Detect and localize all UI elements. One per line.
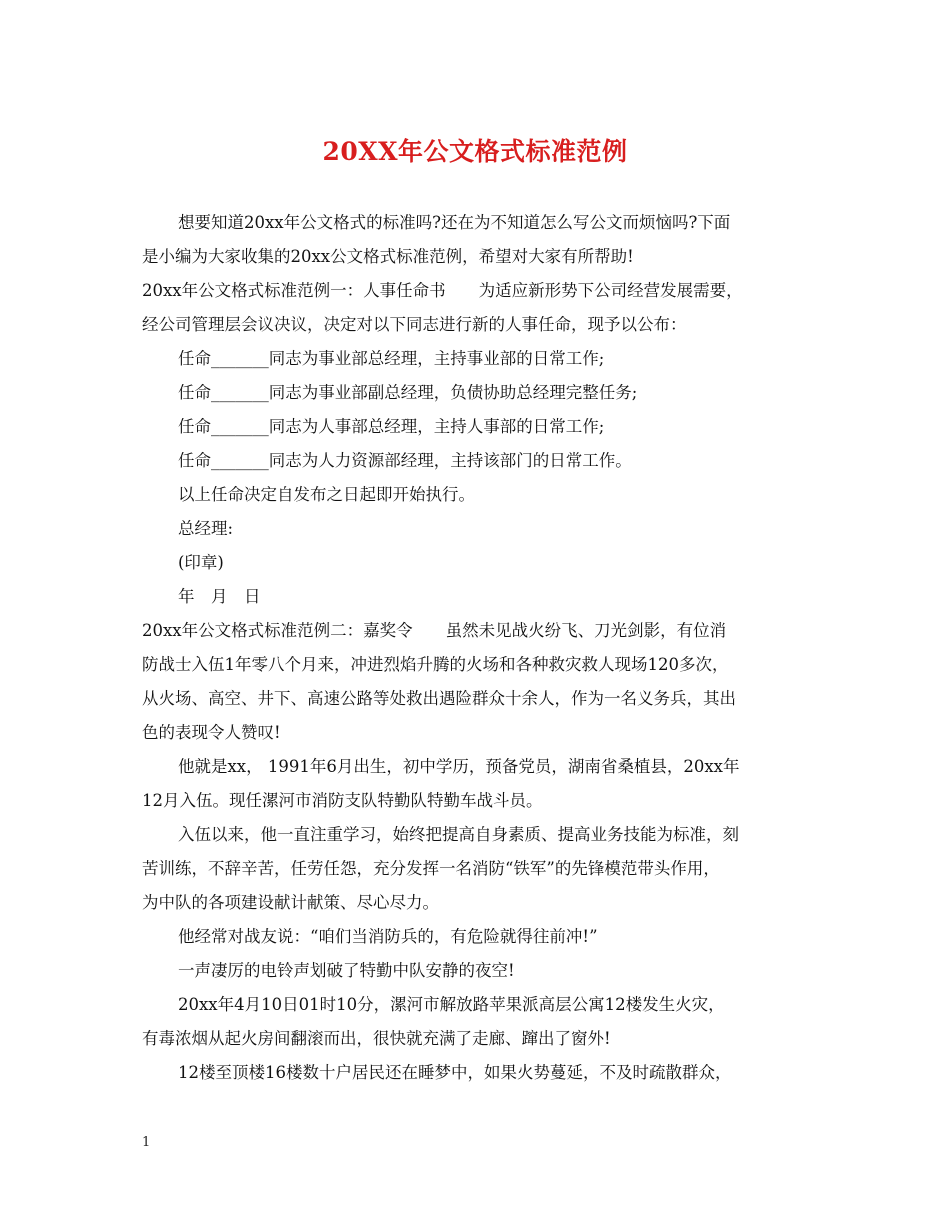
text-line: 有毒浓烟从起火房间翻滚而出，很快就充满了走廊、蹿出了窗外! bbox=[142, 1029, 611, 1048]
appointment-line-2: 任命_______同志为事业部副总经理，负债协助总经理完整任务; bbox=[178, 383, 638, 402]
text-line: 20xx年4月10日01时10分，漯河市解放路苹果派高层公寓12楼发生火灾， bbox=[178, 995, 725, 1014]
text-line: 想要知道20xx年公文格式的标准吗?还在为不知道怎么写公文而烦恼吗?下面 bbox=[178, 213, 731, 232]
text-line: 经公司管理层会议决议，决定对以下同志进行新的人事任命，现予以公布： bbox=[142, 315, 687, 334]
residents-paragraph: 12楼至顶楼16楼数十户居民还在睡梦中，如果火势蔓延，不及时疏散群众， bbox=[178, 1063, 732, 1082]
text-line: 入伍以来，他一直注重学习，始终把提高自身素质、提高业务技能为标准，刻 bbox=[178, 825, 739, 844]
fire-paragraph bbox=[142, 988, 814, 1056]
appointment-line-1: 任命_______同志为事业部总经理，主持事业部的日常工作; bbox=[178, 349, 605, 368]
signature-label: 总经理: bbox=[178, 519, 234, 538]
text-line: 他就是xx， 1991年6月出生，初中学历，预备党员，湖南省桑植县，20xx年 bbox=[178, 757, 740, 776]
intro-paragraph bbox=[142, 206, 814, 274]
page-number: 1 bbox=[142, 1135, 151, 1150]
date-placeholder: 年 月 日 bbox=[178, 587, 261, 606]
text-line: 为中队的各项建设献计献策、尽心尽力。 bbox=[142, 893, 439, 912]
document-body bbox=[142, 206, 814, 1090]
seal-placeholder: (印章) bbox=[178, 553, 224, 572]
text-line: 12月入伍。现任漯河市消防支队特勤队特勤车战斗员。 bbox=[142, 791, 543, 810]
text-line: 20xx年公文格式标准范例一：人事任命书 为适应新形势下公司经营发展需要， bbox=[142, 281, 743, 300]
text-line: 色的表现令人赞叹! bbox=[142, 723, 281, 742]
appointment-line-3: 任命_______同志为人事部总经理，主持人事部的日常工作; bbox=[178, 417, 605, 436]
text-line: 20xx年公文格式标准范例二：嘉奖令 虽然未见战火纷飞、刀光剑影，有位消 bbox=[142, 621, 727, 640]
example2-paragraph bbox=[142, 614, 814, 750]
bio-paragraph bbox=[142, 750, 814, 818]
text-line: 苦训练，不辞辛苦，任劳任怨，充分发挥一名消防“铁军”的先锋模范带头作用， bbox=[142, 859, 720, 878]
text-line: 是小编为大家收集的20xx公文格式标准范例，希望对大家有所帮助! bbox=[142, 247, 634, 266]
alarm-paragraph: 一声凄厉的电铃声划破了特勤中队安静的夜空! bbox=[178, 961, 515, 980]
study-paragraph bbox=[142, 818, 814, 920]
appointment-line-4: 任命_______同志为人力资源部经理，主持该部门的日常工作。 bbox=[178, 451, 632, 470]
text-line: 从火场、高空、井下、高速公路等处救出遇险群众十余人，作为一名义务兵，其出 bbox=[142, 689, 736, 708]
text-line: 防战士入伍1年零八个月来，冲进烈焰升腾的火场和各种救灾救人现场120多次， bbox=[142, 655, 729, 674]
quote-paragraph: 他经常对战友说：“咱们当消防兵的，有危险就得往前冲!” bbox=[178, 927, 598, 946]
effective-statement: 以上任命决定自发布之日起即开始执行。 bbox=[178, 485, 475, 504]
document-title: 20XX年公文格式标准范例 bbox=[322, 137, 628, 166]
example1-paragraph bbox=[142, 274, 814, 342]
